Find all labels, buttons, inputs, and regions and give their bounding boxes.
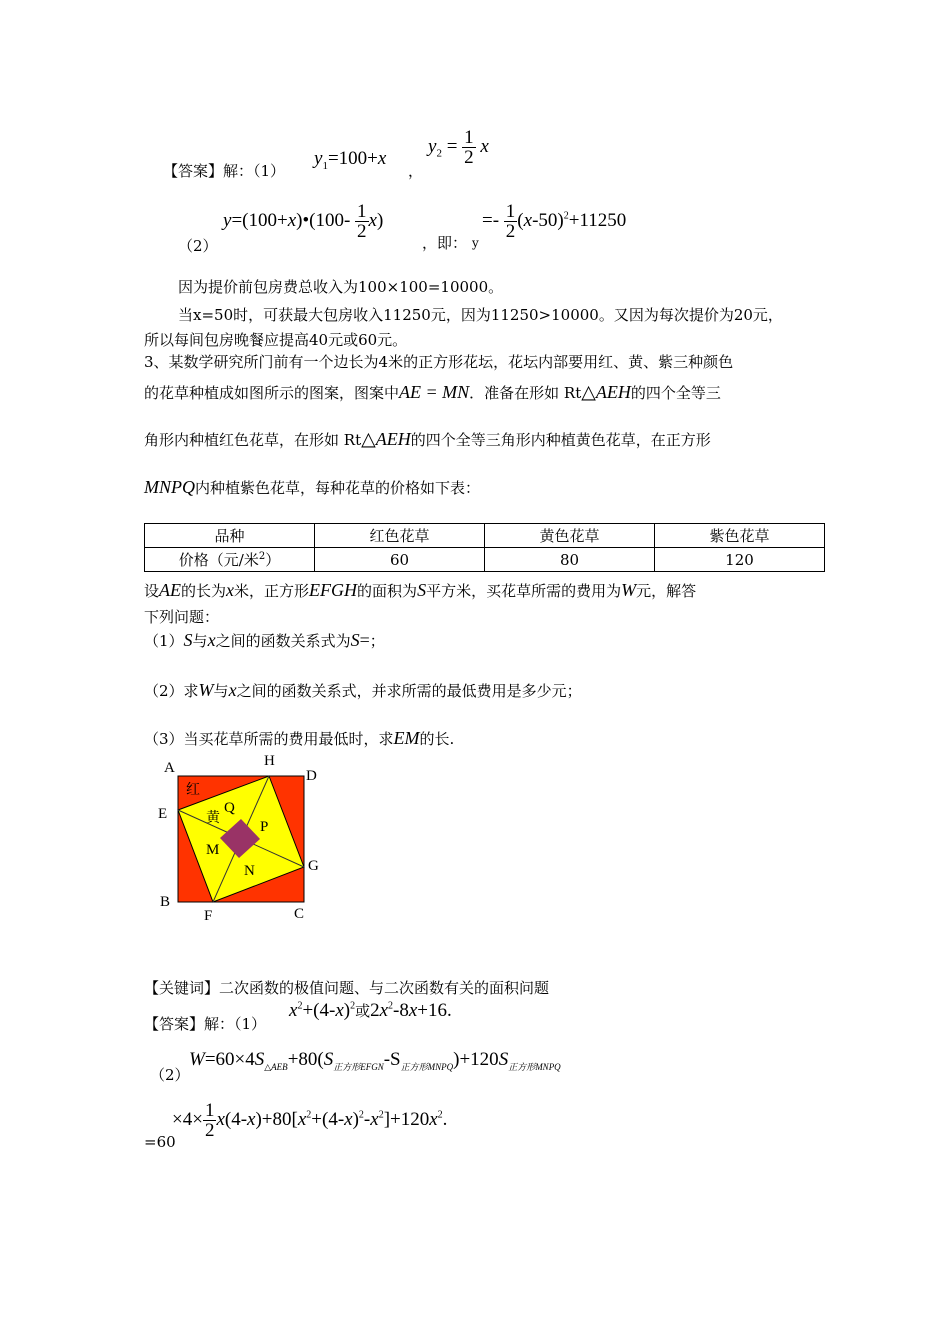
price-table (144, 523, 825, 572)
label-n: N (244, 863, 255, 879)
label-g: G (308, 858, 319, 874)
label-f: F (204, 908, 213, 924)
question3-line3: 角形内种植红色花草，在形如 Rt△AEH的四个全等三角形内种植黄色花草，在正方形 (144, 428, 711, 450)
table-cell: 120 (654, 548, 824, 572)
setup-line2: 下列问题： (144, 608, 220, 626)
answer-b1-expression: $x^2+(4-x)^2$或$2x^2-8x+16$. (289, 1000, 452, 1021)
paragraph-1: 因为提价前包房费总收入为100×100=10000。 (178, 278, 504, 296)
table-header-cell: 紫色花草 (654, 524, 824, 548)
answer-b3-prefix: =60 (144, 1133, 176, 1151)
table-header-cell: 红色花草 (315, 524, 485, 548)
table-cell: 60 (315, 548, 485, 572)
answer2-prefix: （2） (178, 237, 218, 255)
garden-figure (150, 750, 340, 930)
answer1-eq-y1: $y_1=100+x$ (314, 148, 387, 172)
question3-line4: MNPQ内种植紫色花草，每种花草的价格如下表： (144, 477, 481, 497)
answer1-prefix: 【答案】解：（1） (163, 162, 286, 180)
subquestion-1: （1）S与x之间的函数关系式为S=； (144, 630, 385, 650)
label-p: P (260, 819, 269, 835)
table-header-row (145, 524, 825, 548)
table-header-cell: 品种 (145, 524, 315, 548)
label-e: E (158, 806, 168, 822)
answer1-eq-y2: $y_2$ = $\frac{1}{2}$ x (428, 127, 489, 168)
question3-line2: 的花草种植成如图所示的图案，图案中AE = MN．准备在形如 Rt△AEH的四个全等三 (144, 381, 721, 403)
setup-line1: 设AE的长为x米，正方形EFGH的面积为S平方米，买花草所需的费用为W元，解答 (144, 580, 697, 600)
answer-b3-expression: ×4× $\frac{1}{2}$ $x(4-x)+80[x^2+(4-x)^2-x^2]+120x^2$. (172, 1100, 448, 1141)
label-q: Q (224, 800, 235, 816)
question3-line1: 3、某数学研究所门前有一个边长为4米的正方形花坛，花坛内部要用红、黄、紫三种颜色 (144, 353, 734, 371)
paragraph-3: 所以每间包房晚餐应提高40元或60元。 (144, 331, 408, 349)
subquestion-2: （2）求W与x之间的函数关系式，并求所需的最低费用是多少元； (144, 680, 582, 700)
label-b: B (160, 894, 171, 910)
label-d: D (306, 768, 317, 784)
label-h: H (264, 753, 275, 769)
keywords-line: 【关键词】二次函数的极值问题、与二次函数有关的面积问题 (144, 979, 550, 997)
label-c: C (294, 906, 305, 922)
answer2-eq-left: y=(100+x)•(100- $\frac{1}{2}$ x) (223, 201, 384, 242)
answer2-eq-right: =- $\frac{1}{2}$ $(x-50)^2+11250$ (482, 201, 627, 242)
answer-b2-prefix: （2） (150, 1066, 190, 1084)
table-row-label: 价格（元/米$^2$） (145, 548, 315, 572)
label-m: M (206, 842, 220, 858)
table-row (145, 548, 825, 572)
paragraph-2: 当x=50时，可获最大包房收入11250元，因为11250>10000。又因为每次提价为20元， (178, 306, 783, 324)
table-cell: 80 (485, 548, 655, 572)
answer-b1-prefix: 【答案】解：（1） (144, 1015, 267, 1033)
table-header-cell: 黄色花草 (485, 524, 655, 548)
answer2-ji: ，即： (422, 234, 468, 252)
label-a: A (164, 760, 175, 776)
subquestion-3: （3）当买花草所需的费用最低时，求EM的长. (144, 728, 455, 748)
label-yellow: 黄 (206, 810, 220, 826)
answer1-comma: ， (408, 162, 424, 180)
label-red: 红 (186, 782, 200, 798)
answer2-y-small: y (472, 236, 479, 250)
answer-b2-expression: $W=60\times 4S_{\triangle AEB}+80(S_{正方形EFGN}-S_{正方形MNPQ})+120S_{正方形MNPQ}$ (189, 1049, 561, 1072)
